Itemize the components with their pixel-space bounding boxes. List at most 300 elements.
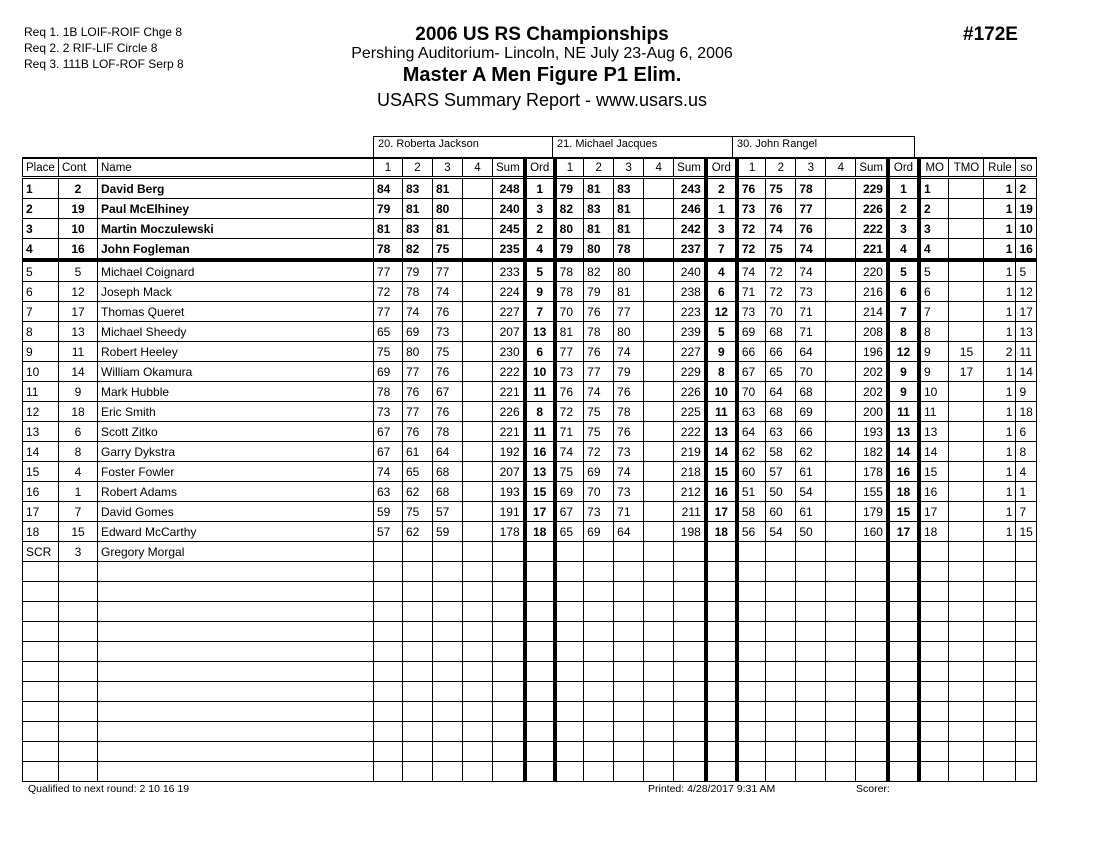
rule-cell: 1 [984,402,1016,422]
judge2-score-4-cell [644,302,674,322]
table-row [23,199,1037,219]
tmo-cell [949,382,984,402]
judge2-score-2-cell: 83 [584,199,614,219]
judge1-score-2-cell: 80 [403,342,433,362]
place-cell [23,642,59,662]
judge2-score-1-cell: 79 [555,239,584,261]
judge1-score-4-cell [463,462,493,482]
contestant-number-cell: 15 [59,522,98,542]
header-judge3-col4: 4 [826,158,856,178]
judge3-score-3-cell [796,582,826,602]
contestant-number-cell [59,762,98,782]
judge3-score-3-cell: 69 [796,402,826,422]
judge3-ordinal-cell: 5 [888,260,919,282]
judge3-ordinal-cell: 9 [888,382,919,402]
judge3-ordinal-cell [888,582,919,602]
judge3-ordinal-cell [888,542,919,562]
judge1-score-4-cell [463,482,493,502]
judge1-sum-cell: 230 [493,342,525,362]
contestant-number-cell: 6 [59,422,98,442]
judge2-score-2-cell: 75 [584,422,614,442]
contestant-number-cell: 17 [59,302,98,322]
event-title: Master A Men Figure P1 Elim. [402,64,682,86]
so-cell [1016,622,1037,642]
rule-cell: 2 [984,342,1016,362]
skater-name-cell: Garry Dykstra [98,442,374,462]
empty-row [23,742,1037,762]
place-cell: 12 [23,402,59,422]
rule-cell: 1 [984,239,1016,261]
judge1-ordinal-cell: 13 [525,462,555,482]
so-cell [1016,662,1037,682]
judge2-score-1-cell [555,642,584,662]
judge3-score-1-cell: 70 [737,382,766,402]
tmo-cell [949,702,984,722]
mo-cell [919,702,949,722]
judge2-ordinal-cell: 11 [706,402,737,422]
contestant-number-cell [59,662,98,682]
judge1-score-2-cell: 75 [403,502,433,522]
judge3-ordinal-cell [888,682,919,702]
mo-cell [919,642,949,662]
judge3-score-1-cell: 63 [737,402,766,422]
judge3-score-4-cell [826,622,856,642]
judge2-score-3-cell [614,642,644,662]
judge1-score-2-cell: 83 [403,219,433,239]
judge1-ordinal-cell [525,622,555,642]
judge2-score-4-cell [644,239,674,261]
judge2-ordinal-cell: 16 [706,482,737,502]
judge2-ordinal-cell [706,762,737,782]
judge2-score-3-cell: 83 [614,178,644,199]
judge1-score-1-cell [374,542,403,562]
judge3-score-1-cell [737,582,766,602]
tmo-cell [949,199,984,219]
place-cell [23,602,59,622]
contestant-number-cell: 2 [59,178,98,199]
judge1-score-1-cell [374,622,403,642]
mo-cell [919,622,949,642]
judge3-score-4-cell [826,302,856,322]
judge2-score-2-cell: 72 [584,442,614,462]
judge2-score-2-cell: 82 [584,260,614,282]
judge2-score-4-cell [644,442,674,462]
place-cell: 18 [23,522,59,542]
judge3-sum-cell [856,642,888,662]
judge3-score-4-cell [826,642,856,662]
judge1-sum-cell [493,562,525,582]
tmo-cell [949,502,984,522]
judge2-score-2-cell: 77 [584,362,614,382]
header-judge3-col5: Sum [856,158,888,178]
table-row [23,422,1037,442]
judge1-ordinal-cell: 16 [525,442,555,462]
tmo-cell [949,522,984,542]
header-judge2-col4: 4 [644,158,674,178]
contestant-number-cell: 18 [59,402,98,422]
judge3-score-1-cell: 72 [737,219,766,239]
judge1-score-3-cell [433,762,463,782]
judge1-score-2-cell: 79 [403,260,433,282]
judge1-ordinal-cell: 6 [525,342,555,362]
judge3-score-2-cell: 57 [766,462,796,482]
judge2-score-2-cell: 76 [584,302,614,322]
table-row [23,462,1037,482]
judge2-score-3-cell: 81 [614,199,644,219]
tmo-cell [949,582,984,602]
judge2-score-4-cell [644,260,674,282]
judge1-score-3-cell: 76 [433,302,463,322]
judge1-ordinal-cell [525,662,555,682]
judge2-score-2-cell: 76 [584,342,614,362]
judge1-score-2-cell: 83 [403,178,433,199]
judge3-score-3-cell: 64 [796,342,826,362]
place-cell: 9 [23,342,59,362]
header-judge3-col3: 3 [796,158,826,178]
judge2-ordinal-cell [706,542,737,562]
mo-cell: 17 [919,502,949,522]
skater-name-cell [98,622,374,642]
judge1-score-4-cell [463,322,493,342]
judge1-score-4-cell [463,362,493,382]
header-judge1-col1: 1 [374,158,403,178]
judge1-sum-cell: 245 [493,219,525,239]
header-judge2-col2: 2 [584,158,614,178]
judge1-score-2-cell: 81 [403,199,433,219]
judge2-sum-cell [674,762,706,782]
judge2-sum-cell: 211 [674,502,706,522]
judge3-score-4-cell [826,362,856,382]
judge3-score-1-cell [737,702,766,722]
judge2-score-2-cell [584,602,614,622]
rule-cell [984,582,1016,602]
judge1-score-2-cell: 76 [403,382,433,402]
judge1-sum-cell: 193 [493,482,525,502]
judge3-score-2-cell: 72 [766,282,796,302]
judge1-sum-cell: 248 [493,178,525,199]
rule-cell [984,702,1016,722]
judge3-score-2-cell [766,762,796,782]
judge3-ordinal-cell: 12 [888,342,919,362]
judge2-score-1-cell: 77 [555,342,584,362]
judge1-sum-cell [493,682,525,702]
judge1-sum-cell: 207 [493,462,525,482]
judge1-ordinal-cell: 2 [525,219,555,239]
table-row [23,219,1037,239]
judge3-ordinal-cell: 3 [888,219,919,239]
header-judge1-col3: 3 [433,158,463,178]
so-cell: 9 [1016,382,1037,402]
tmo-cell [949,602,984,622]
judge2-score-3-cell: 81 [614,219,644,239]
header-judge2-col3: 3 [614,158,644,178]
skater-name-cell: Scott Zitko [98,422,374,442]
judge2-score-4-cell [644,178,674,199]
judge3-score-4-cell [826,582,856,602]
mo-cell: 10 [919,382,949,402]
judge3-score-3-cell [796,722,826,742]
judge1-score-4-cell [463,582,493,602]
judge2-score-2-cell [584,542,614,562]
judge2-sum-cell: 240 [674,260,706,282]
judge2-score-3-cell: 78 [614,402,644,422]
judge1-ordinal-cell: 1 [525,178,555,199]
contestant-number-cell [59,702,98,722]
judge3-score-2-cell [766,622,796,642]
so-cell [1016,642,1037,662]
judge1-ordinal-cell: 15 [525,482,555,502]
judge3-score-1-cell [737,542,766,562]
judge3-sum-cell: 221 [856,239,888,261]
judge1-score-1-cell [374,702,403,722]
judge3-score-1-cell: 67 [737,362,766,382]
judge2-score-3-cell [614,682,644,702]
judge1-score-1-cell: 75 [374,342,403,362]
so-cell: 18 [1016,402,1037,422]
judge2-score-3-cell [614,662,644,682]
so-cell: 2 [1016,178,1037,199]
judge3-score-4-cell [826,178,856,199]
contestant-number-cell: 12 [59,282,98,302]
judge2-score-4-cell [644,482,674,502]
place-cell [23,762,59,782]
judge3-score-1-cell [737,562,766,582]
judge2-score-1-cell: 69 [555,482,584,502]
skater-name-cell: Eric Smith [98,402,374,422]
rule-cell: 1 [984,302,1016,322]
mo-cell: 7 [919,302,949,322]
judge3-score-1-cell [737,642,766,662]
judge2-score-1-cell: 73 [555,362,584,382]
judge2-ordinal-cell [706,702,737,722]
judge2-ordinal-cell: 7 [706,239,737,261]
header-place: Place [23,158,59,178]
mo-cell [919,542,949,562]
judge2-sum-cell: 225 [674,402,706,422]
place-cell: 14 [23,442,59,462]
judge1-score-1-cell: 84 [374,178,403,199]
judge3-score-3-cell: 66 [796,422,826,442]
judge2-sum-cell [674,702,706,722]
judge1-score-4-cell [463,562,493,582]
judge3-score-4-cell [826,522,856,542]
judge2-score-4-cell [644,542,674,562]
judge1-score-3-cell [433,602,463,622]
mo-cell [919,582,949,602]
judge2-ordinal-cell [706,662,737,682]
judge3-score-3-cell [796,602,826,622]
judge2-score-3-cell [614,582,644,602]
judge2-ordinal-cell: 15 [706,462,737,482]
empty-row [23,662,1037,682]
judge3-score-2-cell [766,662,796,682]
judge2-sum-cell: 237 [674,239,706,261]
judge2-score-2-cell: 75 [584,402,614,422]
judge3-sum-cell: 193 [856,422,888,442]
judge2-score-3-cell: 81 [614,282,644,302]
judge2-ordinal-cell: 4 [706,260,737,282]
mo-cell: 9 [919,362,949,382]
tmo-cell [949,762,984,782]
judge1-score-4-cell [463,662,493,682]
judge3-score-2-cell: 50 [766,482,796,502]
mo-cell [919,682,949,702]
header-judge1-col4: 4 [463,158,493,178]
place-cell [23,582,59,602]
judge1-sum-cell: 191 [493,502,525,522]
empty-row [23,602,1037,622]
table-row [23,502,1037,522]
tmo-cell [949,422,984,442]
judge1-score-3-cell [433,542,463,562]
place-cell: 17 [23,502,59,522]
judge2-sum-cell: 218 [674,462,706,482]
table-row [23,178,1037,199]
rule-cell: 1 [984,199,1016,219]
judge1-sum-cell: 227 [493,302,525,322]
judge-1-name: 20. Roberta Jackson [373,136,553,158]
judge3-score-4-cell [826,402,856,422]
judge1-ordinal-cell: 9 [525,282,555,302]
judge2-score-2-cell [584,682,614,702]
judge2-score-3-cell [614,562,644,582]
so-cell: 1 [1016,482,1037,502]
judge1-score-4-cell [463,722,493,742]
so-cell: 10 [1016,219,1037,239]
judge1-score-4-cell [463,219,493,239]
judge1-score-2-cell [403,602,433,622]
place-cell: 8 [23,322,59,342]
judge2-ordinal-cell [706,722,737,742]
skater-name-cell: Thomas Queret [98,302,374,322]
tmo-cell [949,239,984,261]
table-row [23,522,1037,542]
place-cell: 3 [23,219,59,239]
judge1-score-3-cell [433,582,463,602]
judge3-sum-cell [856,602,888,622]
judge2-score-2-cell: 74 [584,382,614,402]
judge2-ordinal-cell [706,562,737,582]
table-row [23,342,1037,362]
contestant-number-cell: 9 [59,382,98,402]
judge1-score-3-cell: 75 [433,239,463,261]
judge2-score-1-cell [555,582,584,602]
tmo-cell [949,722,984,742]
contestant-number-cell [59,602,98,622]
judge1-score-1-cell: 69 [374,362,403,382]
judge1-score-1-cell: 78 [374,382,403,402]
place-cell [23,702,59,722]
results-table [22,157,1037,782]
judge2-sum-cell: 227 [674,342,706,362]
judge1-ordinal-cell [525,542,555,562]
mo-cell: 9 [919,342,949,362]
header-rule: Rule [984,158,1016,178]
judge1-sum-cell [493,602,525,622]
contestant-number-cell [59,682,98,702]
judge2-score-4-cell [644,602,674,622]
judge1-score-4-cell [463,302,493,322]
judge2-score-2-cell [584,562,614,582]
judge2-score-4-cell [644,622,674,642]
rule-cell: 1 [984,422,1016,442]
judge2-score-1-cell: 70 [555,302,584,322]
judge3-score-2-cell [766,722,796,742]
so-cell [1016,702,1037,722]
place-cell [23,742,59,762]
judge3-score-2-cell [766,582,796,602]
judge1-score-3-cell [433,662,463,682]
judge3-score-3-cell: 74 [796,239,826,261]
judge3-score-2-cell: 76 [766,199,796,219]
so-cell [1016,562,1037,582]
judge1-score-2-cell [403,582,433,602]
judge3-score-3-cell: 71 [796,322,826,342]
judge1-score-2-cell [403,662,433,682]
judge1-score-1-cell [374,582,403,602]
judge1-ordinal-cell: 7 [525,302,555,322]
judge1-score-2-cell: 76 [403,422,433,442]
judge1-score-1-cell [374,602,403,622]
judge1-score-1-cell: 73 [374,402,403,422]
judge1-ordinal-cell: 10 [525,362,555,382]
judge2-score-4-cell [644,322,674,342]
judge2-score-4-cell [644,422,674,442]
header-name: Name [98,158,374,178]
rule-cell: 1 [984,522,1016,542]
judge3-score-4-cell [826,342,856,362]
judge2-ordinal-cell: 13 [706,422,737,442]
judge3-score-1-cell: 73 [737,302,766,322]
contestant-number-cell [59,642,98,662]
judge2-ordinal-cell: 10 [706,382,737,402]
judge2-score-3-cell: 74 [614,342,644,362]
judge3-ordinal-cell [888,702,919,722]
skater-name-cell: William Okamura [98,362,374,382]
judge-headers [373,136,915,158]
judge1-score-4-cell [463,260,493,282]
judge3-score-4-cell [826,542,856,562]
judge1-sum-cell: 192 [493,442,525,462]
judge3-score-2-cell: 66 [766,342,796,362]
judge3-score-4-cell [826,762,856,782]
judge1-score-3-cell: 67 [433,382,463,402]
judge1-score-3-cell: 81 [433,219,463,239]
place-cell: 10 [23,362,59,382]
place-cell: 6 [23,282,59,302]
judge3-ordinal-cell: 2 [888,199,919,219]
judge2-score-2-cell: 69 [584,522,614,542]
so-cell: 19 [1016,199,1037,219]
empty-row [23,762,1037,782]
judge3-score-1-cell: 76 [737,178,766,199]
so-cell: 8 [1016,442,1037,462]
mo-cell: 2 [919,199,949,219]
table-row [23,260,1037,282]
judge2-ordinal-cell: 2 [706,178,737,199]
judge1-ordinal-cell: 17 [525,502,555,522]
judge2-ordinal-cell [706,642,737,662]
so-cell [1016,582,1037,602]
judge3-sum-cell [856,562,888,582]
judge3-sum-cell [856,662,888,682]
skater-name-cell: Michael Sheedy [98,322,374,342]
judge3-sum-cell: 155 [856,482,888,502]
table-row [23,322,1037,342]
judge1-score-1-cell [374,722,403,742]
tmo-cell [949,322,984,342]
judge1-score-3-cell [433,722,463,742]
